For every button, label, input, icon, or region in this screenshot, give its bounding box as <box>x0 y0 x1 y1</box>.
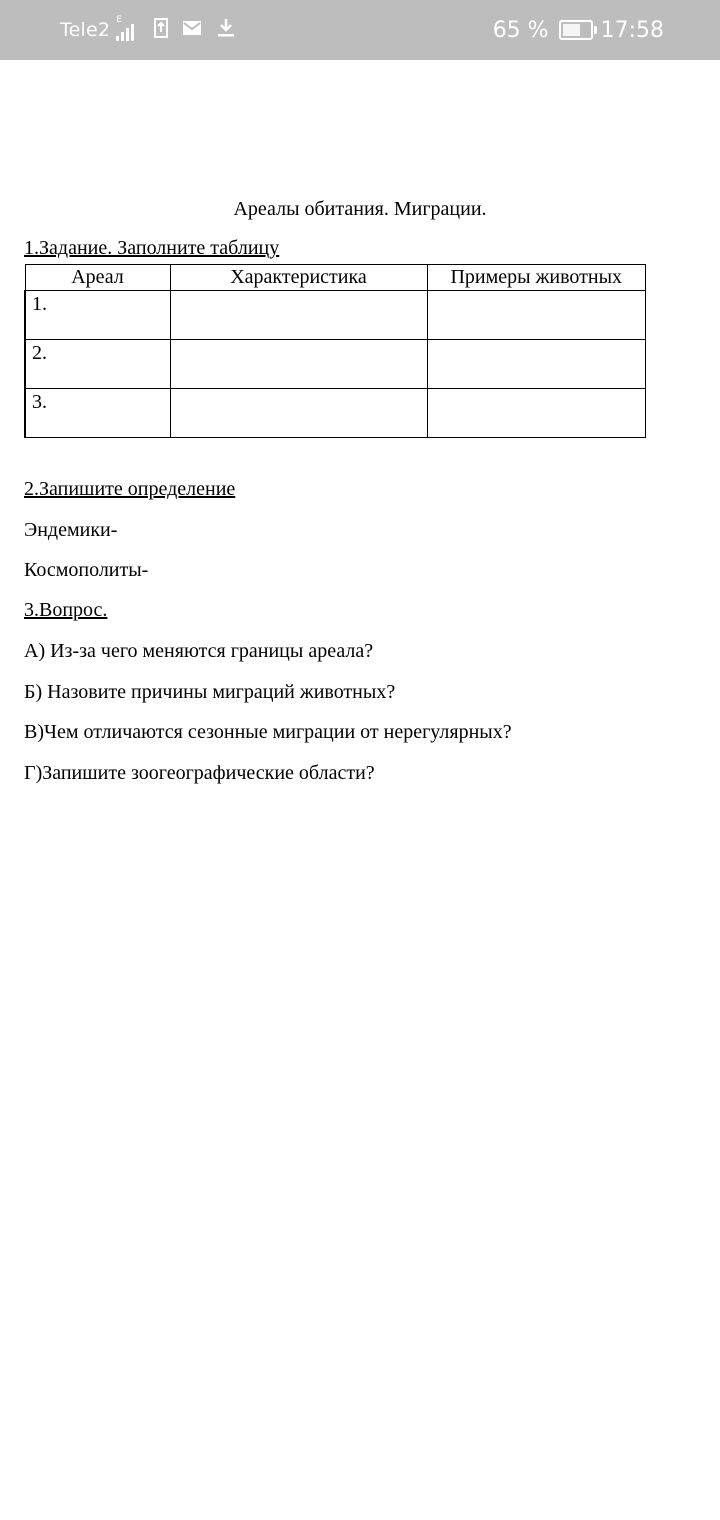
question-v: В)Чем отличаются сезонные миграции от нерегулярных? <box>24 721 512 743</box>
mail-icon <box>182 20 202 40</box>
table-cell <box>427 340 646 389</box>
task2-heading: 2.Запишите определение <box>24 478 236 500</box>
table-cell-number: 1. <box>25 291 170 340</box>
fill-in-table <box>24 264 646 438</box>
signal-icon <box>116 15 140 41</box>
table-cell-number: 3. <box>25 389 170 438</box>
question-b: Б) Назовите причины миграций животных? <box>24 681 396 703</box>
battery-percent: 65 % <box>492 17 549 43</box>
table-cell <box>427 389 646 438</box>
task1-heading: 1.Задание. Заполните таблицу <box>24 237 280 259</box>
column-header-animal-examples: Примеры животных <box>427 265 646 291</box>
table-row <box>25 291 646 340</box>
table-row <box>25 340 646 389</box>
upload-icon <box>154 18 168 42</box>
table-cell <box>170 291 427 340</box>
task3-heading: 3.Вопрос. <box>24 599 108 621</box>
column-header-characteristic: Характеристика <box>170 265 427 291</box>
table-header-row <box>25 265 646 291</box>
document-page <box>0 60 720 1520</box>
battery-icon <box>559 20 593 40</box>
table-cell <box>170 389 427 438</box>
question-a: А) Из-за чего меняются границы ареала? <box>24 640 374 662</box>
carrier-name: Tele2 <box>60 19 111 41</box>
network-type: E <box>116 15 122 25</box>
status-right <box>493 0 664 60</box>
question-g: Г)Запишите зоогеографические области? <box>24 762 375 784</box>
download-icon <box>216 18 236 42</box>
clock-time: 17:58 <box>600 17 664 43</box>
definition-cosmopolitans: Космополиты- <box>24 559 149 581</box>
status-left <box>60 0 236 60</box>
table-cell <box>427 291 646 340</box>
table-cell-number: 2. <box>25 340 170 389</box>
document-title: Ареалы обитания. Миграции. <box>233 198 487 220</box>
column-header-areal: Ареал <box>25 265 170 291</box>
table-row <box>25 389 646 438</box>
status-bar <box>0 0 720 60</box>
table-cell <box>170 340 427 389</box>
definition-endemics: Эндемики- <box>24 519 118 541</box>
